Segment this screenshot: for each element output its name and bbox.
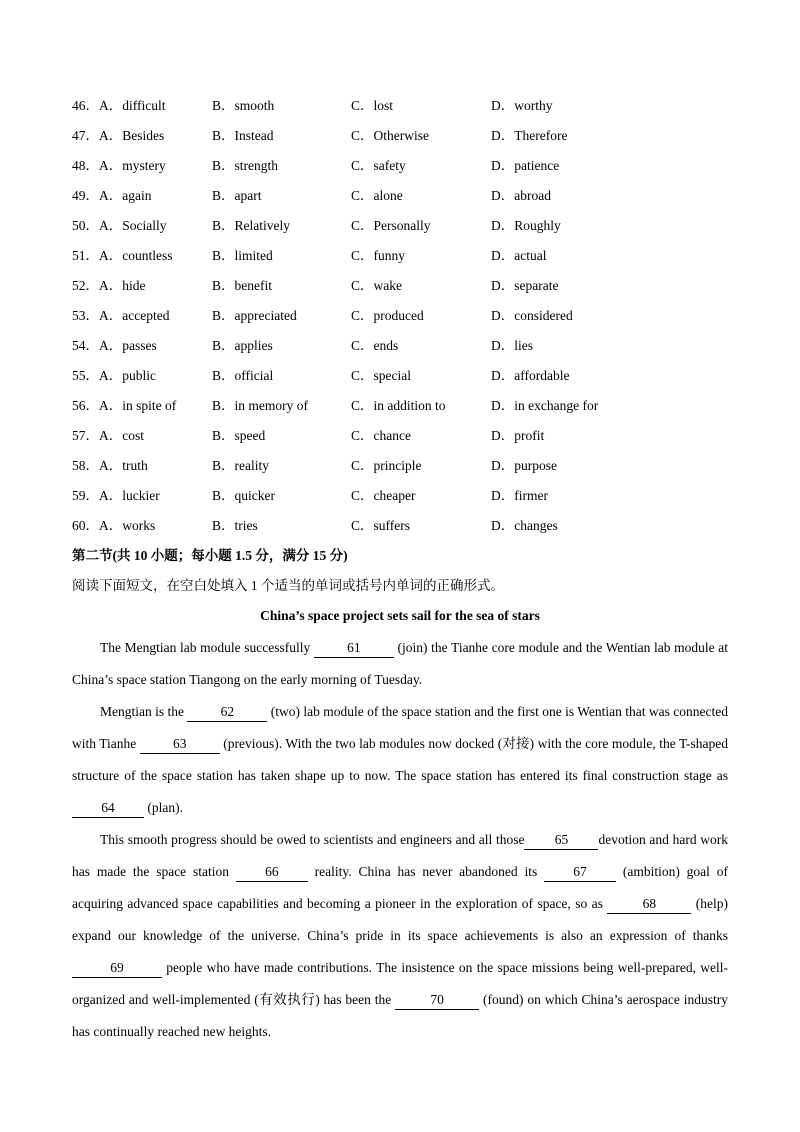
option-b-text: B．reality [212,458,269,473]
option-b[interactable] [212,426,265,446]
option-c-text: C．alone [351,188,403,203]
option-c-text: C．ends [351,338,399,353]
option-a[interactable] [72,246,173,266]
text: (plan). [144,800,183,815]
option-c[interactable] [351,426,411,446]
option-a[interactable] [72,216,167,236]
option-a[interactable] [72,426,144,446]
option-a-text: A．hide [99,278,146,293]
option-b-text: B．limited [212,248,273,263]
option-b-text: B．quicker [212,488,275,503]
text: Mengtian is the [100,704,188,719]
option-d-text: D．considered [491,308,573,323]
passage [72,632,728,1048]
option-a-text: A．mystery [99,158,166,173]
option-c[interactable] [351,306,424,326]
option-c[interactable] [351,396,446,416]
option-d[interactable] [491,366,569,386]
option-c[interactable] [351,216,431,236]
question-row [72,456,732,476]
blank-69[interactable]: 69 [72,959,162,978]
question-row [72,366,732,386]
option-b[interactable] [212,396,308,416]
option-c-text: C．safety [351,158,406,173]
blank-62[interactable]: 62 [187,703,267,722]
option-b[interactable] [212,456,269,476]
option-c[interactable] [351,366,411,386]
option-b-text: B．strength [212,158,278,173]
option-a-text: A．in spite of [99,398,177,413]
option-b-text: B．official [212,368,274,383]
option-b-text: B．appreciated [212,308,297,323]
option-a[interactable] [72,396,176,416]
paragraph-1 [72,632,728,696]
option-d[interactable] [491,126,567,146]
option-a[interactable] [72,456,148,476]
option-b[interactable] [212,186,262,206]
text: (found) on which China’s aerospace industry has continually reached new heights. [72,992,728,1039]
question-row [72,426,732,446]
option-c[interactable] [351,126,429,146]
blank-68[interactable]: 68 [607,895,691,914]
option-c[interactable] [351,276,402,296]
option-b[interactable] [212,216,290,236]
option-c[interactable] [351,96,393,116]
question-number: 56． [72,398,99,413]
option-a[interactable] [72,96,166,116]
option-c-text: C．Personally [351,218,431,233]
question-number: 55． [72,368,99,383]
option-b[interactable] [212,516,258,536]
text: people who have made contributions. The insistence on the space missions being well-prepared, well-organized and well-implemented (有效执行) has been the [72,960,728,1007]
option-d[interactable] [491,246,546,266]
option-b[interactable] [212,486,275,506]
option-a[interactable] [72,366,156,386]
option-b-text: B．speed [212,428,266,443]
option-c[interactable] [351,486,415,506]
question-row [72,246,732,266]
question-row [72,516,732,536]
option-b[interactable] [212,336,273,356]
option-d-text: D．separate [491,278,559,293]
option-d[interactable] [491,426,544,446]
option-b[interactable] [212,96,274,116]
option-d-text: D．actual [491,248,547,263]
question-number: 52． [72,278,99,293]
section-heading: 第二节(共 10 小题；每小题 1.5 分，满分 15 分) [72,548,348,563]
option-d-text: D．Therefore [491,128,568,143]
question-number: 58． [72,458,99,473]
option-d[interactable] [491,156,559,176]
option-d-text: D．firmer [491,488,548,503]
text: (help) expand our knowledge of the universe. China’s pride in its space achievements is also an expression of thanks [72,896,729,943]
option-a[interactable] [72,156,166,176]
option-a-text: A．countless [99,248,173,263]
question-number: 48． [72,158,99,173]
option-c-text: C．lost [351,98,394,113]
paragraph-3 [72,824,728,1048]
question-number: 53． [72,308,99,323]
option-c-text: C．principle [351,458,422,473]
option-b[interactable] [212,306,297,326]
option-b[interactable] [212,366,273,386]
option-d-text: D．in exchange for [491,398,599,413]
option-d[interactable] [491,396,598,416]
text: (two) lab module of the space station and the first one is Wentian that was connected with Tianhe [72,704,728,751]
option-b-text: B．applies [212,338,273,353]
option-d[interactable] [491,336,533,356]
option-c[interactable] [351,516,410,536]
option-d-text: D．affordable [491,368,570,383]
option-c-text: C．wake [351,278,402,293]
blank-67[interactable]: 67 [544,863,616,882]
question-row [72,306,732,326]
option-b[interactable] [212,276,272,296]
option-a-text: A．difficult [99,98,166,113]
question-number: 46． [72,98,99,113]
question-row [72,156,732,176]
option-c-text: C．cheaper [351,488,416,503]
option-b-text: B．Relatively [212,218,290,233]
text: The Mengtian lab module successfully [100,640,314,655]
question-row [72,396,732,416]
option-c[interactable] [351,336,398,356]
option-a-text: A．luckier [99,488,160,503]
option-d[interactable] [491,306,573,326]
blank-70[interactable]: 70 [395,991,479,1010]
option-b[interactable] [212,246,273,266]
option-a-text: A．works [99,518,156,533]
section-instruction: 阅读下面短文，在空白处填入 1 个适当的单词或括号内单词的正确形式。 [72,578,504,593]
option-d-text: D．purpose [491,458,557,473]
option-a[interactable] [72,516,155,536]
question-number: 50． [72,218,99,233]
option-a[interactable] [72,186,151,206]
question-row [72,276,732,296]
option-a-text: A．truth [99,458,148,473]
option-a-text: A．again [99,188,152,203]
option-c-text: C．funny [351,248,405,263]
option-d[interactable] [491,456,557,476]
blank-66[interactable]: 66 [236,863,308,882]
question-row [72,126,732,146]
question-number: 60． [72,518,99,533]
option-a[interactable] [72,126,164,146]
option-a-text: A．cost [99,428,144,443]
option-b[interactable] [212,126,274,146]
passage-title: China’s space project sets sail for the sea of stars [260,608,540,623]
option-d-text: D．changes [491,518,558,533]
option-d-text: D．Roughly [491,218,561,233]
option-c[interactable] [351,186,403,206]
question-row [72,216,732,236]
option-c-text: C．produced [351,308,424,323]
question-number: 57． [72,428,99,443]
option-c-text: C．suffers [351,518,410,533]
text: devotion and hard work has made the space station [72,832,729,879]
option-c[interactable] [351,246,405,266]
option-a-text: A．accepted [99,308,170,323]
option-b-text: B．Instead [212,128,274,143]
option-d[interactable] [491,96,553,116]
text: (ambition) goal of acquiring advanced space capabilities and becoming a pioneer in the exploration of space, so as [72,864,728,911]
blank-64[interactable]: 64 [72,799,144,818]
option-c-text: C．special [351,368,411,383]
blank-61[interactable]: 61 [314,639,394,658]
paragraph-2 [72,696,728,824]
option-d[interactable] [491,216,561,236]
text: (join) the Tianhe core module and the Wentian lab module at China’s space station Tiangong on the early morning of Tuesday. [72,640,728,687]
blank-65[interactable]: 65 [524,831,598,850]
option-a[interactable] [72,306,169,326]
option-b-text: B．smooth [212,98,275,113]
option-a[interactable] [72,336,157,356]
text: (previous). With the two lab modules now docked (对接) with the core module, the T-shaped structure of the space station has taken shape up to now. The space station has entered its final construction stage as [72,736,729,783]
option-b-text: B．apart [212,188,262,203]
option-c[interactable] [351,156,406,176]
option-d[interactable] [491,486,548,506]
option-d[interactable] [491,186,551,206]
question-number: 54． [72,338,99,353]
option-a-text: A．Socially [99,218,167,233]
question-row [72,336,732,356]
blank-63[interactable]: 63 [140,735,220,754]
option-a-text: A．public [99,368,156,383]
question-row [72,96,732,116]
option-a[interactable] [72,276,146,296]
option-b-text: B．in memory of [212,398,308,413]
question-row [72,186,732,206]
option-d-text: D．profit [491,428,545,443]
option-c[interactable] [351,456,422,476]
question-number: 47． [72,128,99,143]
text: reality. China has never abandoned its [307,864,545,879]
option-d-text: D．worthy [491,98,553,113]
question-row [72,486,732,506]
option-a[interactable] [72,486,160,506]
option-b[interactable] [212,156,278,176]
option-d[interactable] [491,516,558,536]
question-number: 59． [72,488,99,503]
option-d[interactable] [491,276,558,296]
option-d-text: D．patience [491,158,560,173]
option-d-text: D．lies [491,338,533,353]
option-c-text: C．Otherwise [351,128,429,143]
option-a-text: A．Besides [99,128,165,143]
option-a-text: A．passes [99,338,157,353]
option-c-text: C．chance [351,428,411,443]
option-b-text: B．tries [212,518,258,533]
question-number: 51． [72,248,99,263]
option-c-text: C．in addition to [351,398,446,413]
text: This smooth progress should be owed to scientists and engineers and all those [100,832,525,847]
option-b-text: B．benefit [212,278,272,293]
option-d-text: D．abroad [491,188,551,203]
question-number: 49． [72,188,99,203]
